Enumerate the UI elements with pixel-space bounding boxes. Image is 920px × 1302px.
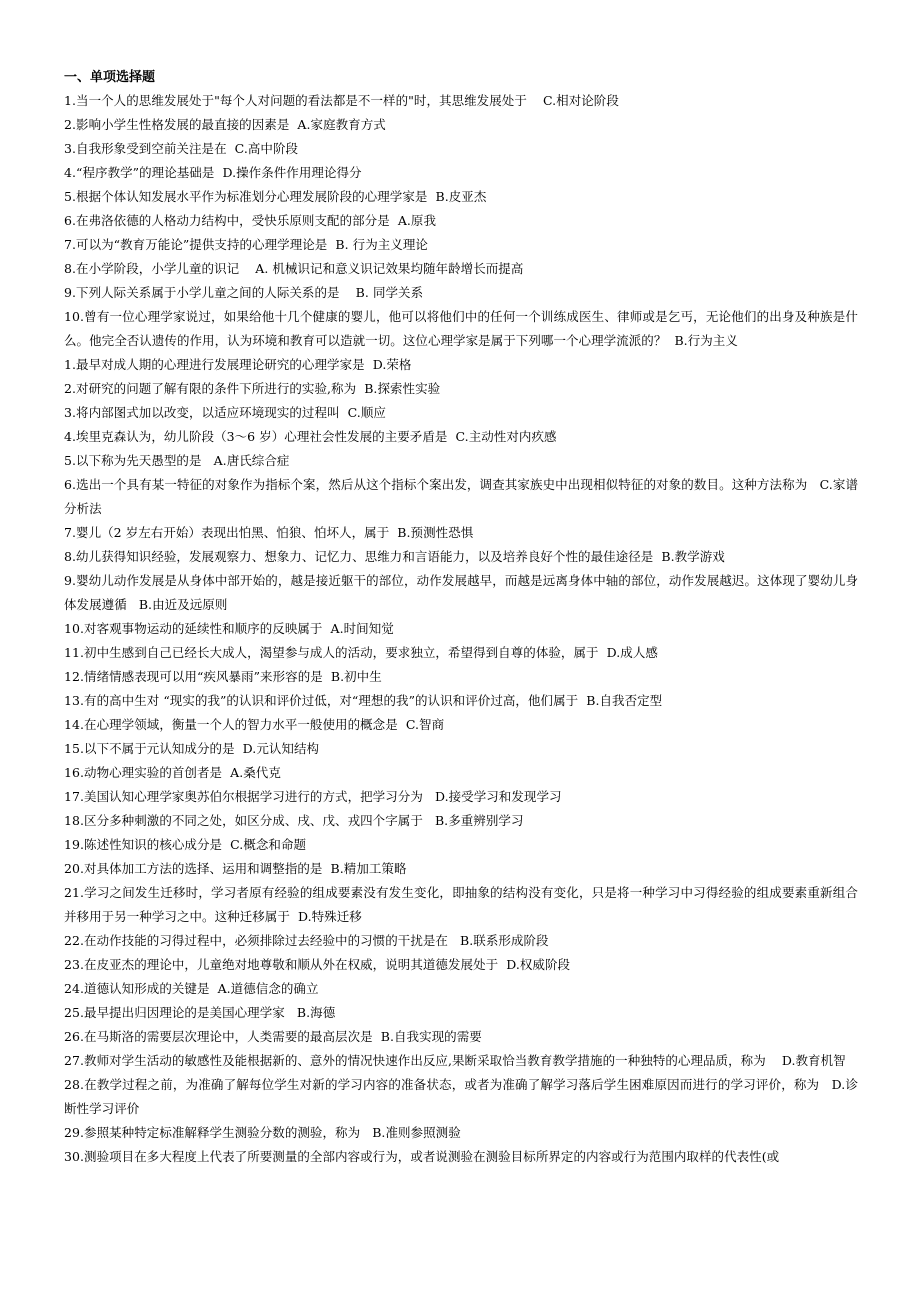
question-item: 23.在皮亚杰的理论中，儿童绝对地尊敬和顺从外在权威，说明其道德发展处于 D.权威阶段 [64, 957, 571, 972]
question-item: 3.自我形象受到空前关注是在 C.高中阶段 [64, 141, 299, 156]
question-item: 10.对客观事物运动的延续性和顺序的反映属于 A.时间知觉 [64, 621, 394, 636]
question-list [64, 89, 858, 1169]
question-item: 20.对具体加工方法的选择、运用和调整指的是 B.精加工策略 [64, 861, 407, 876]
question-item: 24.道德认知形成的关键是 A.道德信念的确立 [64, 981, 319, 996]
question-item: 21.学习之间发生迁移时，学习者原有经验的组成要素没有发生变化，即抽象的结构没有变化，只是将一种学习中习得经验的组成要素重新组合并移用于另一种学习之中。这种迁移属于 D.特殊迁移 [64, 885, 858, 924]
section-title: 一、单项选择题 [64, 70, 156, 85]
question-item: 25.最早提出归因理论的是美国心理学家 B.海德 [64, 1005, 336, 1020]
question-item: 12.情绪情感表现可以用“疾风暴雨”来形容的是 B.初中生 [64, 669, 382, 684]
question-item: 1.最早对成人期的心理进行发展理论研究的心理学家是 D.荣格 [64, 357, 412, 372]
question-item: 4.埃里克森认为，幼儿阶段（3～6 岁）心理社会性发展的主要矛盾是 C.主动性对内疚感 [64, 429, 557, 444]
question-item: 1.当一个人的思维发展处于"每个人对问题的看法都是不一样的"时，其思维发展处于 C.相对论阶段 [64, 93, 619, 108]
document-page [64, 66, 858, 1169]
question-item: 26.在马斯洛的需要层次理论中，人类需要的最高层次是 B.自我实现的需要 [64, 1029, 482, 1044]
question-item: 2.影响小学生性格发展的最直接的因素是 A.家庭教育方式 [64, 117, 386, 132]
question-item: 30.测验项目在多大程度上代表了所要测量的全部内容或行为，或者说测验在测验目标所界定的内容或行为范围内取样的代表性(或 [64, 1149, 780, 1164]
question-item: 5.以下称为先天愚型的是 A.唐氏综合症 [64, 453, 290, 468]
question-item: 9.下列人际关系属于小学儿童之间的人际关系的是 B. 同学关系 [64, 285, 424, 300]
question-item: 6.选出一个具有某一特征的对象作为指标个案，然后从这个指标个案出发，调查其家族史中出现相似特征的对象的数目。这种方法称为 C.家谱分析法 [64, 477, 858, 516]
question-item: 19.陈述性知识的核心成分是 C.概念和命题 [64, 837, 307, 852]
question-item: 6.在弗洛依德的人格动力结构中，受快乐原则支配的部分是 A.原我 [64, 213, 437, 228]
question-item: 7.婴儿（2 岁左右开始）表现出怕黑、怕狼、怕坏人，属于 B.预测性恐惧 [64, 525, 474, 540]
question-item: 7.可以为“教育万能论”提供支持的心理学理论是 B. 行为主义理论 [64, 237, 428, 252]
question-item: 9.婴幼儿动作发展是从身体中部开始的，越是接近躯干的部位，动作发展越早，而越是远离身体中轴的部位，动作发展越迟。这体现了婴幼儿身体发展遵循 B.由近及远原则 [64, 573, 858, 612]
question-item: 29.参照某种特定标准解释学生测验分数的测验，称为 B.准则参照测验 [64, 1125, 461, 1140]
question-item: 18.区分多种刺激的不同之处，如区分成、戌、戊、戎四个字属于 B.多重辨别学习 [64, 813, 524, 828]
question-item: 14.在心理学领域，衡量一个人的智力水平一般使用的概念是 C.智商 [64, 717, 445, 732]
question-item: 8.在小学阶段，小学儿童的识记 A. 机械识记和意义识记效果均随年龄增长而提高 [64, 261, 524, 276]
question-item: 27.教师对学生活动的敏感性及能根据新的、意外的情况快速作出反应,果断采取恰当教育教学措施的一种独特的心理品质，称为 D.教育机智 [64, 1053, 846, 1068]
question-item: 13.有的高中生对 “现实的我”的认识和评价过低，对“理想的我”的认识和评价过高，他们属于 B.自我否定型 [64, 693, 663, 708]
question-item: 4.“程序教学”的理论基础是 D.操作条件作用理论得分 [64, 165, 362, 180]
question-item: 3.将内部图式加以改变，以适应环境现实的过程叫 C.顺应 [64, 405, 386, 420]
question-item: 16.动物心理实验的首创者是 A.桑代克 [64, 765, 281, 780]
question-item: 10.曾有一位心理学家说过，如果给他十几个健康的婴儿，他可以将他们中的任何一个训练成医生、律师或是乞丐，无论他们的出身及种族是什么。他完全否认遗传的作用，认为环境和教育可以造就一切。这位心理学家是属于下列哪一个心理学流派的？ B.行为主义 [64, 309, 858, 348]
question-item: 5.根据个体认知发展水平作为标准划分心理发展阶段的心理学家是 B.皮亚杰 [64, 189, 487, 204]
question-item: 28.在教学过程之前，为准确了解每位学生对新的学习内容的准备状态，或者为准确了解学习落后学生困难原因而进行的学习评价，称为 D.诊断性学习评价 [64, 1077, 858, 1116]
question-item: 22.在动作技能的习得过程中，必须排除过去经验中的习惯的干扰是在 B.联系形成阶段 [64, 933, 549, 948]
question-item: 17.美国认知心理学家奥苏伯尔根据学习进行的方式，把学习分为 D.接受学习和发现学习 [64, 789, 562, 804]
question-item: 8.幼儿获得知识经验，发展观察力、想象力、记忆力、思维力和言语能力，以及培养良好个性的最佳途径是 B.教学游戏 [64, 549, 725, 564]
question-item: 15.以下不属于元认知成分的是 D.元认知结构 [64, 741, 320, 756]
question-item: 11.初中生感到自己已经长大成人，渴望参与成人的活动，要求独立，希望得到自尊的体验，属于 D.成人感 [64, 645, 658, 660]
question-item: 2.对研究的问题了解有限的条件下所进行的实验,称为 B.探索性实验 [64, 381, 441, 396]
